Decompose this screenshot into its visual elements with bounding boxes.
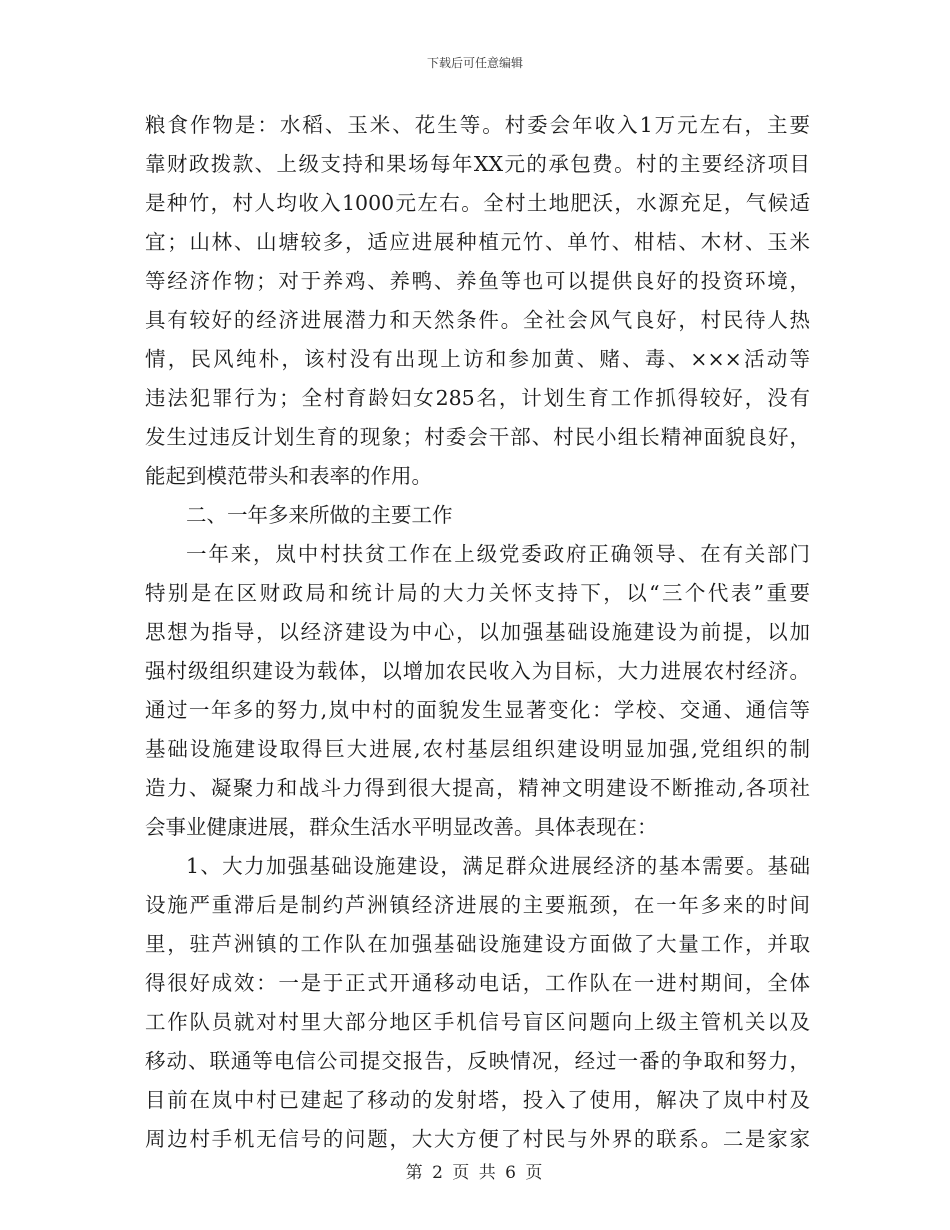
document-body [145,106,810,1159]
paragraph-intro [145,106,810,496]
page-header-note: 下载后可任意编辑 [426,56,523,70]
text-line: 通过一年多的努力,岚中村的面貌发生显著变化：学校、交通、通信等 [145,698,810,722]
text-line: 等经济作物；对于养鸡、养鸭、养鱼等也可以提供良好的投资环境， [145,269,810,293]
text-line: 是种竹，村人均收入1000元左右。全村土地肥沃，水源充足，气候适 [145,191,810,215]
text-line: 违法犯罪行为；全村育龄妇女285名，计划生育工作抓得较好，没有 [145,386,810,410]
paragraph-overview [145,535,810,847]
text-line: 特别是在区财政局和统计局的大力关怀支持下，以“三个代表”重要 [145,581,810,605]
text-line: 具有较好的经济进展潜力和天然条件。全社会风气良好，村民待人热 [145,308,810,332]
paragraph-infrastructure [145,847,810,1159]
text-line: 周边村手机无信号的问题，大大方便了村民与外界的联系。二是家家 [145,1127,810,1151]
text-line: 强村级组织建设为载体，以增加农民收入为目标，大力进展农村经济。 [145,659,810,683]
text-line: 工作队员就对村里大部分地区手机信号盲区问题向上级主管机关以及 [145,1010,810,1034]
page-number-footer: 第 2 页 共 6 页 [405,1163,545,1183]
section-title: 二、一年多来所做的主要工作 [186,503,453,527]
text-line: 能起到模范带头和表率的作用。 [145,464,432,488]
text-line: 得很好成效：一是于正式开通移动电话，工作队在一进村期间，全体 [145,971,810,995]
text-line: 设施严重滞后是制约芦洲镇经济进展的主要瓶颈，在一年多来的时间 [145,893,810,917]
text-line: 粮食作物是：水稻、玉米、花生等。村委会年收入1万元左右，主要 [145,113,810,137]
section-heading [145,496,810,535]
text-line: 一年来，岚中村扶贫工作在上级党委政府正确领导、在有关部门 [186,542,810,566]
text-line: 1、大力加强基础设施建设，满足群众进展经济的基本需要。基础 [186,854,810,878]
text-line: 移动、联通等电信公司提交报告，反映情况，经过一番的争取和努力， [145,1049,810,1073]
text-line: 基础设施建设取得巨大进展,农村基层组织建设明显加强,党组织的制 [145,737,810,761]
text-line: 情，民风纯朴，该村没有出现上访和参加黄、赌、毒、×××活动等 [145,347,810,371]
text-line: 造力、凝聚力和战斗力得到很大提高，精神文明建设不断推动,各项社 [145,776,810,800]
text-line: 里，驻芦洲镇的工作队在加强基础设施建设方面做了大量工作，并取 [145,932,810,956]
text-line: 目前在岚中村已建起了移动的发射塔，投入了使用，解决了岚中村及 [145,1088,810,1112]
text-line: 会事业健康进展，群众生活水平明显改善。具体表现在： [145,815,658,839]
text-line: 发生过违反计划生育的现象；村委会干部、村民小组长精神面貌良好， [145,425,810,449]
text-line: 宜；山林、山塘较多，适应进展种植元竹、单竹、柑桔、木材、玉米 [145,230,810,254]
text-line: 靠财政拨款、上级支持和果场每年XX元的承包费。村的主要经济项目 [145,152,810,176]
text-line: 思想为指导，以经济建设为中心，以加强基础设施建设为前提，以加 [145,620,810,644]
